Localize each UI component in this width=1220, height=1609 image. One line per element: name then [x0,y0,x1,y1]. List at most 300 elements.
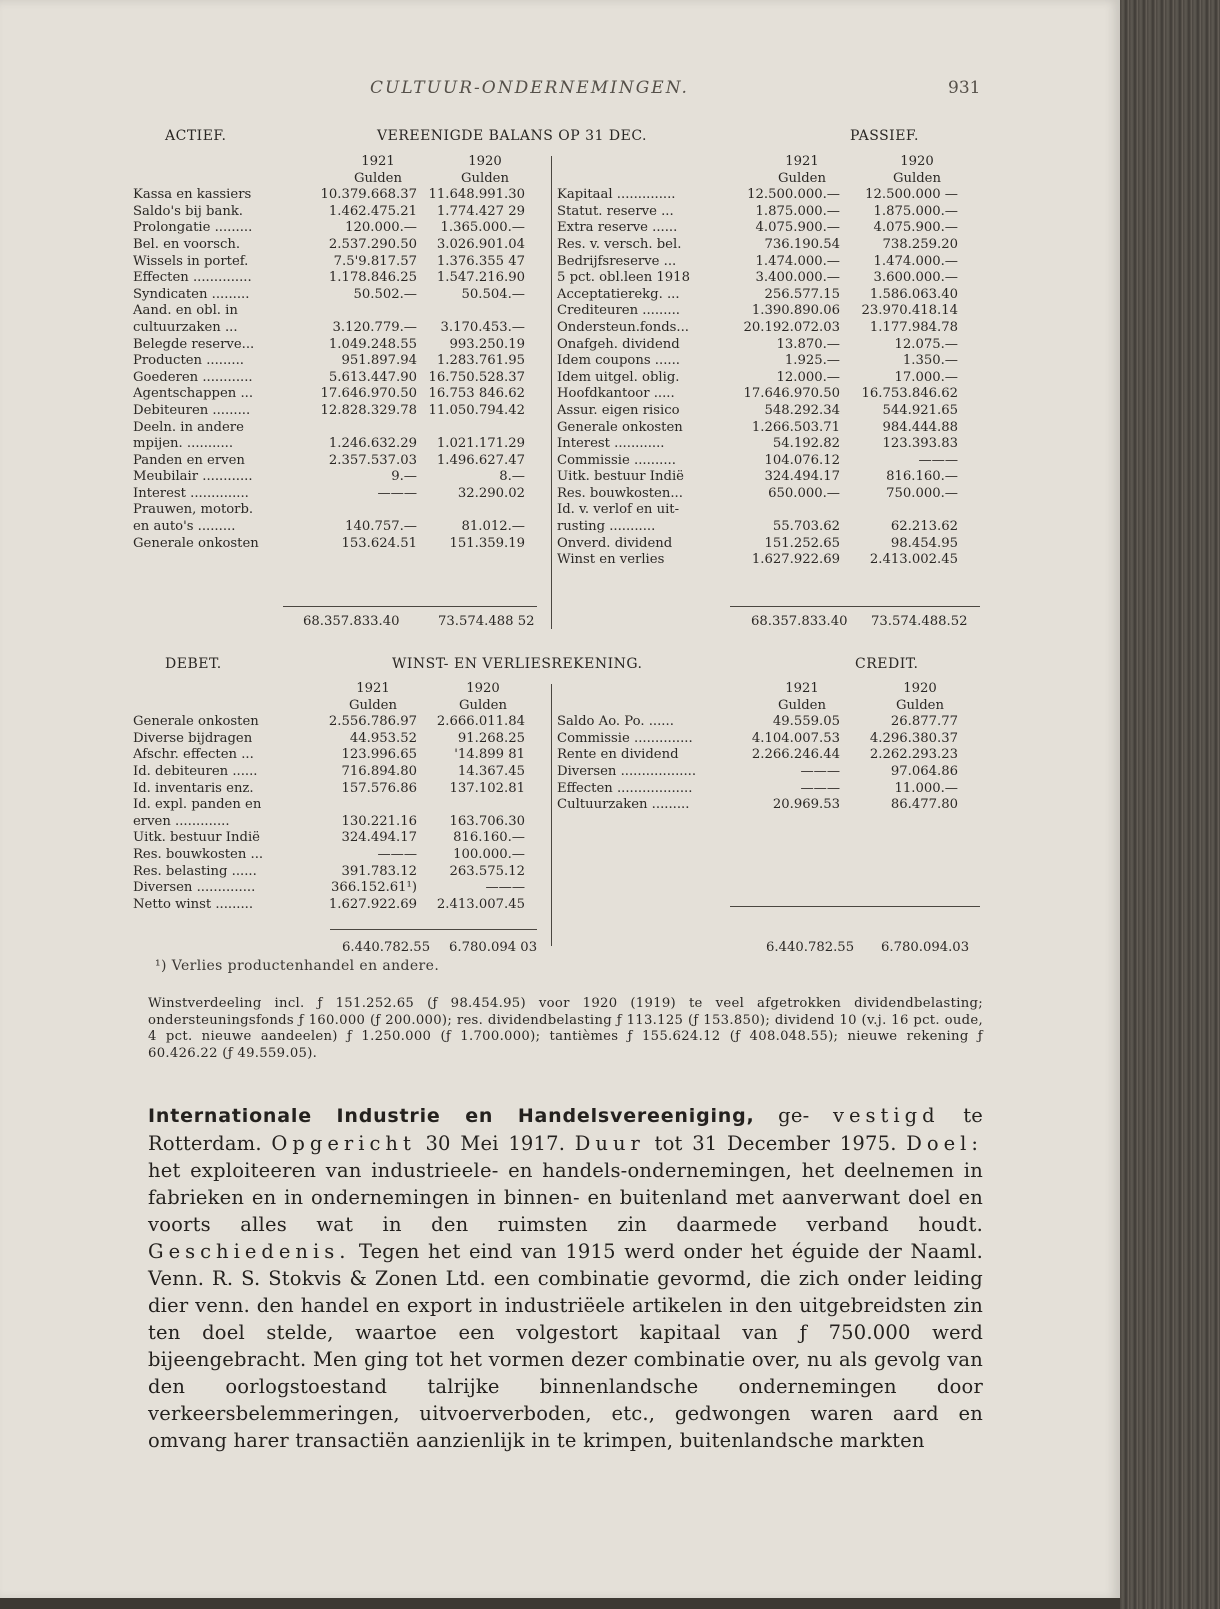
row-label: Generale onkosten [557,419,683,435]
row-label: Interest .............. [133,485,249,501]
row-label: erven ............. [133,813,230,829]
table-row [557,747,972,764]
row-label: Idem coupons ...... [557,353,680,369]
row-label: Acceptatierekg. ... [557,286,680,302]
row-label: Aand. en obl. in [133,303,238,319]
table-row [557,714,972,731]
row-label: Saldo Ao. Po. ...... [557,714,674,730]
year-1920: 1920 [466,681,500,696]
value-1921: 716.894.80 [341,763,417,779]
value-1920: 8.— [499,469,525,485]
value-1920: 98.454.95 [890,535,958,551]
value-1921: 13.870.— [776,336,840,352]
row-label: Producten ......... [133,353,244,369]
row-label: Prolongatie ......... [133,220,253,236]
value-1921: 54.192.82 [772,436,840,452]
table-row [133,830,537,847]
table-row [557,337,972,354]
assets-table [133,154,537,552]
table-row [557,536,972,553]
row-label: Statut. reserve ... [557,203,674,219]
table-row [133,764,537,781]
article-keyword: Duur [574,1132,645,1155]
table-row [133,731,537,748]
value-1920: 3.600.000.— [873,270,958,286]
pl-total-right-1921: 6.440.782.55 [766,940,855,955]
value-1921: 17.646.970.50 [743,386,840,402]
value-1920: 738.259.20 [882,236,958,252]
value-1921: 20.969.53 [772,797,840,813]
value-1920: 137.102.81 [449,780,525,796]
year-1920: 1920 [468,154,502,169]
value-1921: 50.502.— [353,286,417,302]
article-text: Tegen het eind van 1915 werd onder het éguide der Naaml. Venn. R. S. Stokvis & Zonen Ltd. een combinatie gevormd, die zich onder leiding dier venn. den handel en export in industriëele artikelen in den uitgebreidsten zin ten doel stelde, waartoe een volgestort kapitaal van ƒ 750.000 werd bijeengebracht. Men ging tot het vormen dezer combinatie over, nu als gevolg van den oorlogstoestand talrijke binnenlandsche ondernemingen door verkeersbelemmeringen, uitvoerverboden, etc., gedwongen waren aard en omvang harer transactiën aanzienlijk in te krimpen, buitenlandsche markten [148,1240,983,1452]
row-label: Wissels in portef. [133,253,249,269]
article-text: vestigd [832,1104,940,1127]
article-text: het exploiteeren van industrieele- en handels-ondernemingen, het deelnemen in fabrieken en in ondernemingen in binnen- en buitenland met aanverwant doel en voorts alles wat in den ruimsten zin daarmede verband houdt. [148,1159,983,1236]
balance-title: VEREENIGDE BALANS OP 31 DEC. [377,128,647,144]
row-label: Extra reserve ...... [557,220,678,236]
value-1921: ——— [377,846,417,862]
table-row [133,453,537,470]
unit-header-row [133,698,537,715]
table-row [557,204,972,221]
article-text: ge- [754,1104,810,1127]
value-1921: 151.252.65 [764,535,840,551]
table-row [133,386,537,403]
value-1921: 1.462.475.21 [328,203,417,219]
value-1920: 151.359.19 [449,535,525,551]
value-1920: 4.296.380.37 [869,730,958,746]
row-label: Commissie .............. [557,730,693,746]
row-label: Winst en verlies [557,552,665,568]
table-row [557,254,972,271]
table-row [133,897,537,914]
value-1920: 4.075.900.— [873,220,958,236]
value-1921: 1.049.248.55 [328,336,417,352]
value-1921: 2.357.537.03 [328,452,417,468]
value-1920: 100.000.— [453,846,525,862]
table-row [557,353,972,370]
row-label: 5 pct. obl.leen 1918 [557,270,690,286]
unit-header-row [557,171,972,188]
table-row [133,847,537,864]
balance-total-left-1921: 68.357.833.40 [303,614,400,629]
value-1920: 993.250.19 [449,336,525,352]
row-label: Diversen .............. [133,880,256,896]
value-1921: 324.494.17 [764,469,840,485]
value-1921: 153.624.51 [341,535,417,551]
pl-total-left-1921: 6.440.782.55 [342,940,431,955]
table-row [133,270,537,287]
value-1921: 2.556.786.97 [328,714,417,730]
table-row [133,536,537,553]
debit-table [133,681,537,913]
article-text: te Rotterdam. [148,1104,983,1155]
table-row [557,237,972,254]
year-1920: 1920 [903,681,937,696]
page-number: 931 [948,78,981,98]
table-row [133,353,537,370]
value-1921: 1.875.000.— [755,203,840,219]
pl-left-total-rule [330,929,537,930]
value-1920: 1.496.627.47 [436,452,525,468]
table-row [557,519,972,536]
value-1920: 1.774.427 29 [436,203,525,219]
pl-heading [0,656,1120,676]
value-1920: 1.283.761.95 [436,353,525,369]
article-keyword: Opgericht [271,1132,416,1155]
row-label: mpijen. ........... [133,436,234,452]
row-label: Rente en dividend [557,747,679,763]
value-1920: 17.000.— [894,369,958,385]
table-row [133,469,537,486]
value-1920: 1.875.000.— [873,203,958,219]
value-1921: 55.703.62 [772,519,840,535]
company-name: Internationale Industrie en Handelsvereeniging, [148,1105,755,1127]
value-1921: 650.000.— [768,485,840,501]
balance-left-total-rule [283,606,537,607]
value-1920: 1.350.— [902,353,958,369]
passief-label: PASSIEF. [850,128,919,144]
value-1921: 5.613.447.90 [328,369,417,385]
value-1920: 816.160.— [886,469,958,485]
table-row [133,814,537,831]
table-row [133,204,537,221]
row-label: Netto winst ......... [133,896,254,912]
value-1921: 366.152.61¹) [331,880,417,896]
value-1921: 140.757.— [345,519,417,535]
value-1921: 12.000.— [776,369,840,385]
table-row [557,420,972,437]
running-head [0,78,1120,102]
value-1920: 91.268.25 [457,730,525,746]
running-title: CULTUUR-ONDERNEMINGEN. [370,78,689,98]
table-row [557,552,972,569]
table-row [557,220,972,237]
value-1920: 3.026.901.04 [436,236,525,252]
value-1920: 97.064.86 [890,763,958,779]
row-label: Diversen .................. [557,763,697,779]
value-1920: 1.547.216.90 [436,270,525,286]
value-1921: 1.627.922.69 [751,552,840,568]
value-1921: 4.075.900.— [755,220,840,236]
value-1921: 256.577.15 [764,286,840,302]
row-label: Res. belasting ...... [133,863,257,879]
value-1920: '14.899 81 [454,747,525,763]
value-1920: 1.586.063.40 [869,286,958,302]
value-1921: 1.390.890.06 [751,303,840,319]
table-row [557,270,972,287]
balance-divider [551,156,552,629]
value-1920: 123.393.83 [882,436,958,452]
unit-label: Gulden [354,170,402,186]
value-1921: 1.925.— [784,353,840,369]
table-row [133,337,537,354]
row-label: Syndicaten ......... [133,286,250,302]
value-1920: 86.477.80 [890,797,958,813]
value-1921: 3.120.779.— [332,319,417,335]
value-1921: 12.500.000.— [747,187,840,203]
value-1920: 544.921.65 [882,402,958,418]
table-row [557,486,972,503]
table-row [133,797,537,814]
row-label: Res. v. versch. bel. [557,236,682,252]
row-label: en auto's ......... [133,519,236,535]
table-row [557,303,972,320]
value-1921: ——— [377,485,417,501]
table-row [557,403,972,420]
row-label: Id. v. verlof en uit- [557,502,680,518]
pl-divider [551,684,552,946]
table-row [133,436,537,453]
balance-total-right-1920: 73.574.488.52 [871,614,968,629]
value-1921: 1.474.000.— [755,253,840,269]
row-label: Uitk. bestuur Indië [133,830,260,846]
value-1920: 1.474.000.— [873,253,958,269]
row-label: Kassa en kassiers [133,187,252,203]
row-label: Afschr. effecten ... [133,747,254,763]
table-row [133,420,537,437]
row-label: Interest ............ [557,436,665,452]
row-label: Commissie .......... [557,452,676,468]
value-1921: 157.576.86 [341,780,417,796]
table-row [557,764,972,781]
table-row [557,287,972,304]
pl-total-right-1920: 6.780.094.03 [881,940,970,955]
value-1920: 1.177.984.78 [869,319,958,335]
value-1920: 12.075.— [894,336,958,352]
table-row [133,187,537,204]
table-row [133,287,537,304]
row-label: Cultuurzaken ......... [557,797,690,813]
row-label: Goederen ............ [133,369,253,385]
balance-total-right-1921: 68.357.833.40 [751,614,848,629]
article-text: tot 31 December 1975. [644,1132,907,1155]
liabilities-table [557,154,972,569]
table-row [557,731,972,748]
value-1920: 2.262.293.23 [869,747,958,763]
value-1920: 1.376.355 47 [436,253,525,269]
value-1921: 324.494.17 [341,830,417,846]
pl-title: WINST- EN VERLIESREKENING. [392,656,643,672]
value-1920: 12.500.000 — [865,187,958,203]
value-1920: 11.648.991.30 [428,187,525,203]
actief-label: ACTIEF. [165,128,227,144]
table-row [133,781,537,798]
row-label: Id. expl. panden en [133,797,262,813]
year-1921: 1921 [785,681,819,696]
value-1920: 16.753 846.62 [428,386,525,402]
row-label: Id. debiteuren ...... [133,763,258,779]
row-label: Generale onkosten [133,535,259,551]
value-1920: ——— [918,452,958,468]
value-1921: 3.400.000.— [755,270,840,286]
row-label: Belegde reserve... [133,336,255,352]
year-1920: 1920 [900,154,934,169]
table-row [133,880,537,897]
row-label: Effecten .............. [133,270,252,286]
value-1921: 7.5'9.817.57 [333,253,417,269]
value-1921: 9.— [391,469,417,485]
value-1921: 2.266.246.44 [751,747,840,763]
credit-table [557,681,972,814]
row-label: Uitk. bestuur Indië [557,469,684,485]
company-article [148,1102,983,1454]
value-1920: 816.160.— [453,830,525,846]
unit-header-row [557,698,972,715]
row-label: Ondersteun.fonds... [557,319,690,335]
value-1921: ——— [800,780,840,796]
value-1920: 1.365.000.— [440,220,525,236]
row-label: Bel. en voorsch. [133,236,241,252]
page-edge [0,1598,1120,1609]
value-1920: 750.000.— [886,485,958,501]
balance-total-left-1920: 73.574.488 52 [438,614,535,629]
value-1920: 32.290.02 [457,485,525,501]
article-keyword: Doel: [906,1132,983,1155]
value-1920: 3.170.453.— [440,319,525,335]
unit-label: Gulden [893,170,941,186]
value-1921: 2.537.290.50 [328,236,417,252]
table-row [557,469,972,486]
row-label: Diverse bijdragen [133,730,253,746]
credit-label: CREDIT. [855,656,919,672]
row-label: Onverd. dividend [557,535,673,551]
row-label: cultuurzaken ... [133,319,238,335]
table-row [133,403,537,420]
balance-heading [0,128,1120,148]
unit-label: Gulden [778,170,826,186]
value-1920: 16.753.846.62 [861,386,958,402]
value-1920: 2.413.002.45 [869,552,958,568]
value-1920: 26.877.77 [890,714,958,730]
row-label: Assur. eigen risico [557,402,680,418]
row-label: Deeln. in andere [133,419,244,435]
row-label: Res. bouwkosten... [557,485,683,501]
row-label: Hoofdkantoor ..... [557,386,675,402]
row-label: rusting ........... [557,519,656,535]
table-row [133,502,537,519]
table-row [133,714,537,731]
value-1921: 123.996.65 [341,747,417,763]
value-1920: 11.050.794.42 [428,402,525,418]
table-row [133,320,537,337]
year-header-row [133,154,537,171]
table-row [557,502,972,519]
table-row [133,254,537,271]
table-row [133,864,537,881]
row-label: Onafgeh. dividend [557,336,680,352]
value-1921: 120.000.— [345,220,417,236]
table-row [557,797,972,814]
year-1921: 1921 [785,154,819,169]
value-1921: 1.178.846.25 [328,270,417,286]
value-1921: 44.953.52 [349,730,417,746]
row-label: Idem uitgel. oblig. [557,369,680,385]
table-row [557,370,972,387]
value-1921: 4.104.007.53 [751,730,840,746]
value-1921: 10.379.668.37 [320,187,417,203]
table-row [557,781,972,798]
row-label: Crediteuren ......... [557,303,680,319]
value-1920: 11.000.— [894,780,958,796]
value-1920: ——— [485,880,525,896]
table-row [133,237,537,254]
pl-right-total-rule [730,906,980,907]
value-1920: 263.575.12 [449,863,525,879]
table-row [133,370,537,387]
value-1921: 12.828.329.78 [320,402,417,418]
value-1921: 391.783.12 [341,863,417,879]
book-spine [1120,0,1220,1609]
value-1920: 984.444.88 [882,419,958,435]
value-1920: 81.012.— [461,519,525,535]
row-label: Bedrijfsreserve ... [557,253,677,269]
row-label: Agentschappen ... [133,386,254,402]
table-row [557,187,972,204]
value-1920: 2.666.011.84 [436,714,525,730]
value-1920: 14.367.45 [457,763,525,779]
row-label: Id. inventaris enz. [133,780,254,796]
pl-total-left-1920: 6.780.094 03 [449,940,538,955]
value-1921: 951.897.94 [341,353,417,369]
row-label: Meubilair ............ [133,469,253,485]
row-label: Saldo's bij bank. [133,203,244,219]
year-header-row [133,681,537,698]
unit-label: Gulden [461,170,509,186]
debet-label: DEBET. [165,656,222,672]
value-1921: 548.292.34 [764,402,840,418]
table-row [133,747,537,764]
row-label: Prauwen, motorb. [133,502,254,518]
value-1921: 736.190.54 [764,236,840,252]
table-row [557,386,972,403]
value-1921: 17.646.970.50 [320,386,417,402]
table-row [557,320,972,337]
table-row [133,519,537,536]
value-1920: 163.706.30 [449,813,525,829]
value-1920: 62.213.62 [890,519,958,535]
year-header-row [557,154,972,171]
value-1920: 50.504.— [461,286,525,302]
table-row [557,453,972,470]
row-label: Effecten .................. [557,780,693,796]
row-label: Panden en erven [133,452,245,468]
profit-distribution-note: Winstverdeeling incl. ƒ 151.252.65 (ƒ 98.454.95) voor 1920 (1919) te veel afgetrokken dividendbelasting; ondersteuningsfonds ƒ 160.000 (ƒ 200.000); res. dividendbelasting ƒ 113.125 (ƒ 153.850); dividend 10 (v.j. 16 pct. oude, 4 pct. nieuwe aandeelen) ƒ 1.250.000 (ƒ 1.700.000); tantièmes ƒ 155.624.12 (ƒ 408.048.55); nieuwe rekening ƒ 60.426.22 (ƒ 49.559.05). [148,996,983,1061]
value-1921: 1.246.632.29 [328,436,417,452]
unit-label: Gulden [459,697,507,713]
value-1921: 104.076.12 [764,452,840,468]
value-1921: 1.627.922.69 [328,896,417,912]
unit-label: Gulden [349,697,397,713]
footnote: ¹) Verlies productenhandel en andere. [155,958,440,974]
row-label: Res. bouwkosten ... [133,846,264,862]
value-1920: 2.413.007.45 [436,896,525,912]
value-1921: 49.559.05 [772,714,840,730]
unit-label: Gulden [778,697,826,713]
unit-header-row [133,171,537,188]
unit-label: Gulden [896,697,944,713]
value-1921: 20.192.072.03 [743,319,840,335]
table-row [133,303,537,320]
year-header-row [557,681,972,698]
row-label: Debiteuren ......... [133,402,251,418]
value-1921: ——— [800,763,840,779]
article-keyword: Geschiedenis. [148,1240,351,1263]
row-label: Generale onkosten [133,714,259,730]
year-1921: 1921 [361,154,395,169]
